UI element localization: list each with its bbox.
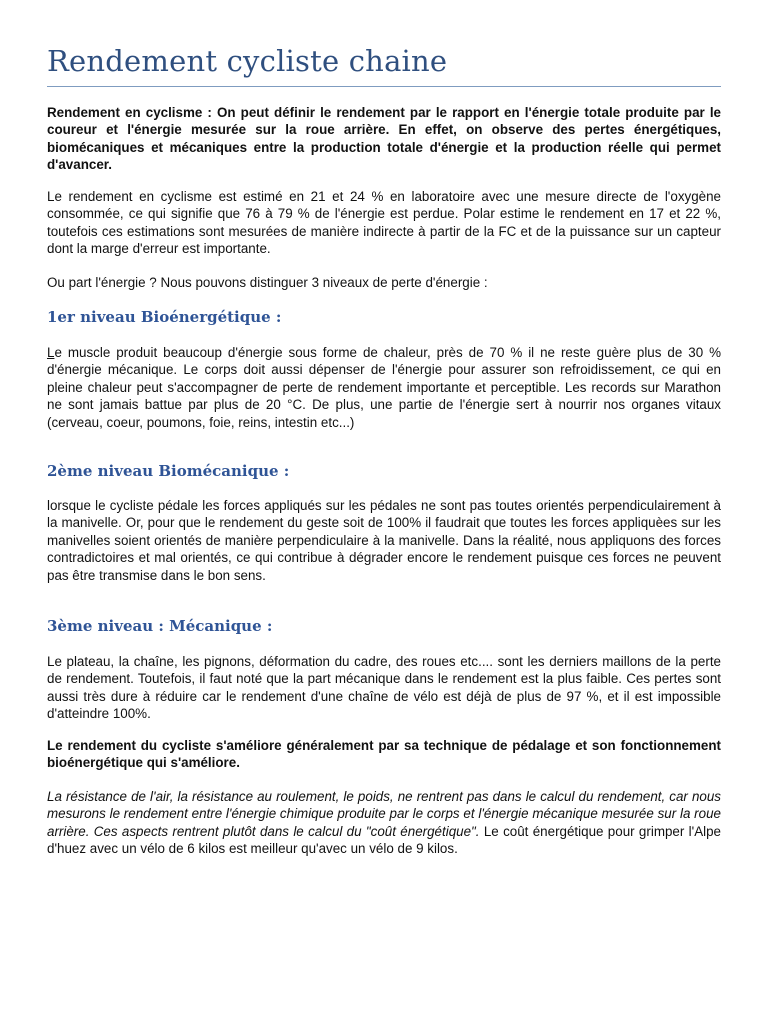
final-paragraph <box>47 788 721 858</box>
final-normal-text: Le coût énergétique pour grimper l'Alpe d'huez avec un vélo de 6 kilos est meilleur qu'avec un vélo de 9 kilos. <box>47 823 721 857</box>
section3-heading: 3ème niveau : Mécanique : <box>47 617 273 635</box>
conclusion-paragraph: Le rendement du cycliste s'améliore généralement par sa technique de pédalage et son fonctionnement bioénergétique qui s'améliore. <box>47 738 721 771</box>
section2-heading: 2ème niveau Biomécanique : <box>47 462 290 480</box>
section1-text: e muscle produit beaucoup d'énergie sous forme de chaleur, près de 70 % il ne reste guère plus de 30 % d'énergie mécanique. Le corps doit aussi dépenser de l'énergie pour assurer son refroidissement, ce qui en pleine chaleur peut s'accompagner de perte de rendement importante et perceptible. Les records sur Marathon ne sont jamais battue par plus de 20 °C. De plus, une partie de l'énergie sert à nourrir nos organes vitaux (cerveau, coeur, poumons, foie, reins, intestin etc...) <box>47 345 721 430</box>
title-underline-rule <box>47 86 721 87</box>
section1-paragraph <box>47 344 721 431</box>
energy-question-paragraph: Ou part l'énergie ? Nous pouvons distinguer 3 niveaux de perte d'énergie : <box>47 275 488 290</box>
section1-heading: 1er niveau Bioénergétique : <box>47 308 282 326</box>
final-italic-text: La résistance de l'air, la résistance au roulement, le poids, ne rentrent pas dans le calcul du rendement, car nous mesurons le rendement entre l'énergie chimique produite par le corps et l'énergie mécanique mesurée sur la roue arrière. Ces aspects rentrent plutôt dans le calcul du "coût énergétique". <box>47 789 721 839</box>
section2-paragraph: lorsque le cycliste pédale les forces appliqués sur les pédales ne sont pas toutes orientés perpendiculairement à la manivelle. Or, pour que le rendement du geste soit de 100% il faudrait que toutes les forces appliquèes sur les manivelles soient orientés de manière perpendiculaire à la manivelle. Dans la réalité, nous appliquons des forces contradictoires et mal orientés, ce qui contribue à dégrader encore le rendement puisque ces forces ne peuvent pas être transmise dans le bon sens. <box>47 498 721 583</box>
intro-paragraph: Rendement en cyclisme : On peut définir le rendement par le rapport en l'énergie totale produite par le coureur et l'énergie mesurée sur la roue arrière. En effet, on observe des pertes énergétiques, biomécaniques et mécaniques entre la production totale d'énergie et la production réelle qui permet d'avancer. <box>47 105 721 173</box>
section3-paragraph: Le plateau, la chaîne, les pignons, déformation du cadre, des roues etc.... sont les derniers maillons de la perte de rendement. Toutefois, il faut noté que la part mécanique dans le rendement est la plus faible. Ces pertes sont aussi très dure à réduire car le rendement d'une chaîne de vélo est déjà de plus de 97 %, et il est impossible d'atteindre 100%. <box>47 654 721 722</box>
section1-first-letter: L <box>47 345 55 360</box>
page-title: Rendement cycliste chaine <box>47 44 448 78</box>
lab-efficiency-paragraph: Le rendement en cyclisme est estimé en 21 et 24 % en laboratoire avec une mesure directe de l'oxygène consommée, ce qui signifie que 76 à 79 % de l'énergie est perdue. Polar estime le rendement en 17 et 22 %, toutefois ces estimations sont mesurées de manière indirecte à partir de la FC et de la puissance sur un capteur dont la marge d'erreur est importante. <box>47 189 721 257</box>
